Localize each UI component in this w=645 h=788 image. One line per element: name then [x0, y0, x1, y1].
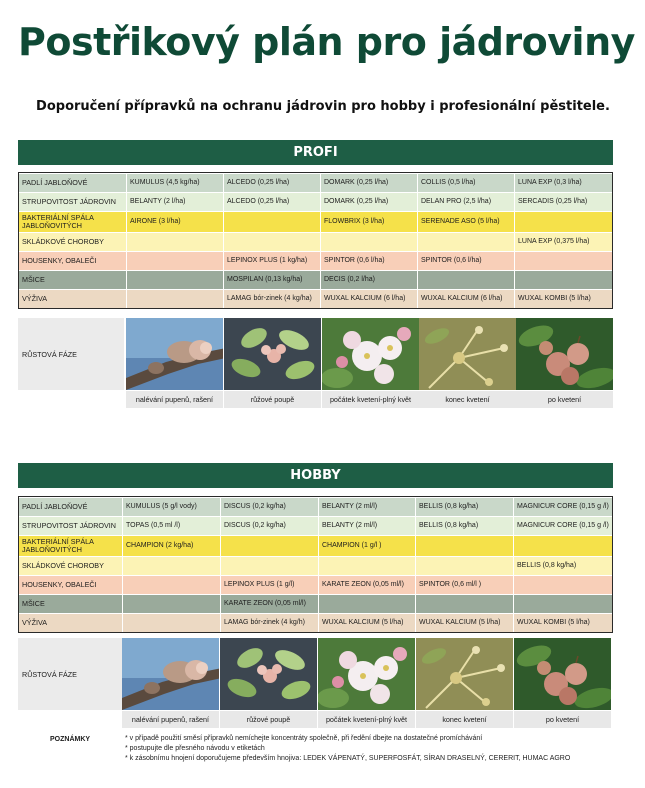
table-cell: [221, 557, 319, 576]
table-cell: [416, 557, 514, 576]
swelling-bud-photo: [126, 318, 223, 390]
phase-caption: konec kvetení: [416, 711, 513, 728]
table-cell: DELAN PRO (2,5 l/ha): [418, 193, 515, 212]
notes-label: POZNÁMKY: [50, 736, 91, 743]
phase-caption: nalévání pupenů, rašení: [126, 391, 223, 408]
phase-caption: růžové poupě: [220, 711, 317, 728]
table-cell: [416, 536, 514, 557]
note-item: * k zásobnímu hnojení doporučujeme především hnojiva: LEDEK VÁPENATÝ, SUPERFOSFÁT, SÍRAN DRASELNÝ, CERERIT, HUMAC AGRO: [125, 755, 571, 762]
table-cell: FLOWBRIX (3 l/ha): [321, 212, 418, 233]
table-row: [19, 233, 614, 252]
table-cell: DISCUS (0,2 kg/ha): [221, 517, 319, 536]
table-cell: BELLIS (0,8 kg/ha): [416, 498, 514, 517]
row-label: HOUSENKY, OBALEČI: [19, 252, 127, 271]
table-cell: WUXAL KALCIUM (5 l/ha): [416, 614, 514, 633]
table-cell: CHAMPION (1 g/l ): [319, 536, 416, 557]
table-cell: SERCADIS (0,25 l/ha): [515, 193, 614, 212]
table-cell: LEPINOX PLUS (1 kg/ha): [224, 252, 321, 271]
table-cell: [515, 212, 614, 233]
table-cell: LEPINOX PLUS (1 g/l): [221, 576, 319, 595]
table-cell: LUNA EXP (0,375 l/ha): [515, 233, 614, 252]
table-cell: MOSPILAN (0,13 kg/ha): [224, 271, 321, 290]
table-cell: AIRONE (3 l/ha): [127, 212, 224, 233]
phase-caption: nalévání pupenů, rašení: [122, 711, 219, 728]
growth-phase-label: RŮSTOVÁ FÁZE: [18, 638, 124, 710]
row-label: BAKTERIÁLNÍ SPÁLA JABLOŇOVITÝCH: [19, 212, 127, 233]
petal-fall-photo: [416, 638, 513, 710]
petal-fall-photo: [419, 318, 516, 390]
table-cell: BELANTY (2 ml/l): [319, 517, 416, 536]
table-cell: LUNA EXP (0,3 l/ha): [515, 174, 614, 193]
phase-caption: po kvetení: [516, 391, 613, 408]
row-label: SKLÁDKOVÉ CHOROBY: [19, 557, 123, 576]
growth-phase-strip-profi: [18, 318, 613, 410]
table-cell: WUXAL KALCIUM (5 l/ha): [319, 614, 416, 633]
table-cell: [514, 576, 614, 595]
table-row: [19, 576, 614, 595]
table-row: [19, 252, 614, 271]
table-cell: WUXAL KALCIUM (6 l/ha): [321, 290, 418, 309]
table-cell: KUMULUS (4,5 kg/ha): [127, 174, 224, 193]
table-row: [19, 212, 614, 233]
fruitlet-photo: [516, 318, 613, 390]
table-cell: SERENADE ASO (5 l/ha): [418, 212, 515, 233]
table-cell: [515, 252, 614, 271]
table-cell: MAGNICUR CORE (0,15 g /l): [514, 498, 614, 517]
table-cell: ALCEDO (0,25 l/ha): [224, 193, 321, 212]
pink-bud-photo: [224, 318, 321, 390]
table-cell: BELLIS (0,8 kg/ha): [416, 517, 514, 536]
table-cell: MAGNICUR CORE (0,15 g /l): [514, 517, 614, 536]
table-cell: [514, 595, 614, 614]
page-subtitle: Doporučení přípravků na ochranu jádrovin pro hobby i profesionální pěstitele.: [36, 99, 610, 114]
phase-caption: konec kvetení: [419, 391, 516, 408]
table-row: [19, 536, 614, 557]
table-cell: [123, 595, 221, 614]
row-label: MŠICE: [19, 595, 123, 614]
table-cell: [418, 233, 515, 252]
section-header-profi: PROFI: [18, 140, 613, 165]
growth-phase-label: RŮSTOVÁ FÁZE: [18, 318, 124, 390]
row-label: BAKTERIÁLNÍ SPÁLA JABLOŇOVITÝCH: [19, 536, 123, 557]
table-row: [19, 557, 614, 576]
row-label: MŠICE: [19, 271, 127, 290]
table-cell: SPINTOR (0,6 ml/l ): [416, 576, 514, 595]
swelling-bud-photo: [122, 638, 219, 710]
phase-caption: po kvetení: [514, 711, 611, 728]
table-cell: DOMARK (0,25 l/ha): [321, 193, 418, 212]
page-title: Postřikový plán pro jádroviny: [18, 20, 635, 64]
row-label: VÝŽIVA: [19, 290, 127, 309]
table-cell: [514, 536, 614, 557]
table-cell: CHAMPION (2 kg/ha): [123, 536, 221, 557]
phase-caption: růžové poupě: [224, 391, 321, 408]
table-cell: DISCUS (0,2 kg/ha): [221, 498, 319, 517]
table-cell: [224, 233, 321, 252]
table-cell: BELANTY (2 ml/l): [319, 498, 416, 517]
table-row: [19, 498, 614, 517]
table-cell: WUXAL KOMBI (5 l/ha): [514, 614, 614, 633]
note-item: * postupujte dle přesného návodu v etiketách: [125, 745, 265, 752]
table-cell: KARATE ZEON (0,05 ml/l): [319, 576, 416, 595]
table-cell: [123, 557, 221, 576]
row-label: SKLÁDKOVÉ CHOROBY: [19, 233, 127, 252]
table-cell: COLLIS (0,5 l/ha): [418, 174, 515, 193]
table-cell: [224, 212, 321, 233]
table-row: [19, 517, 614, 536]
table-cell: KARATE ZEON (0,05 ml/l): [221, 595, 319, 614]
table-cell: [127, 252, 224, 271]
row-label: HOUSENKY, OBALEČI: [19, 576, 123, 595]
apple-blossom-photo: [322, 318, 419, 390]
table-cell: [127, 271, 224, 290]
table-row: [19, 174, 614, 193]
row-label: PADLÍ JABLOŇOVÉ: [19, 498, 123, 517]
row-label: STRUPOVITOST JÁDROVIN: [19, 517, 123, 536]
table-cell: DECIS (0,2 l/ha): [321, 271, 418, 290]
table-cell: TOPAS (0,5 ml /l): [123, 517, 221, 536]
table-cell: LAMAG bór-zinek (4 kg/ha): [224, 290, 321, 309]
spray-table-hobby: [18, 497, 614, 633]
table-row: [19, 193, 614, 212]
spray-table-profi: [18, 173, 614, 309]
table-cell: [321, 233, 418, 252]
notes-list: [125, 734, 615, 764]
table-cell: WUXAL KALCIUM (6 l/ha): [418, 290, 515, 309]
table-row: [19, 595, 614, 614]
table-cell: [127, 290, 224, 309]
note-item: * v případě použití směsí přípravků nemíchejte koncentráty společně, při ředění dbejte na dostatečné promíchávání: [125, 735, 483, 742]
table-cell: DOMARK (0,25 l/ha): [321, 174, 418, 193]
section-header-hobby: HOBBY: [18, 463, 613, 488]
table-cell: WUXAL KOMBI (5 l/ha): [515, 290, 614, 309]
table-cell: [515, 271, 614, 290]
fruitlet-photo: [514, 638, 611, 710]
table-cell: [127, 233, 224, 252]
row-label: VÝŽIVA: [19, 614, 123, 633]
table-cell: [418, 271, 515, 290]
table-cell: SPINTOR (0,6 l/ha): [418, 252, 515, 271]
table-cell: [221, 536, 319, 557]
growth-phase-strip-hobby: [18, 638, 613, 730]
table-cell: KUMULUS (5 g/l vody): [123, 498, 221, 517]
apple-blossom-photo: [318, 638, 415, 710]
pink-bud-photo: [220, 638, 317, 710]
table-cell: SPINTOR (0,6 l/ha): [321, 252, 418, 271]
table-cell: ALCEDO (0,25 l/ha): [224, 174, 321, 193]
table-cell: [319, 557, 416, 576]
table-cell: [123, 576, 221, 595]
table-cell: [123, 614, 221, 633]
table-cell: [319, 595, 416, 614]
table-cell: BELANTY (2 l/ha): [127, 193, 224, 212]
table-row: [19, 614, 614, 633]
row-label: STRUPOVITOST JÁDROVIN: [19, 193, 127, 212]
phase-caption: počátek kvetení-plný květ: [318, 711, 415, 728]
table-cell: BELLIS (0,8 kg/ha): [514, 557, 614, 576]
table-cell: [416, 595, 514, 614]
table-cell: LAMAG bór-zinek (4 kg/h): [221, 614, 319, 633]
phase-caption: počátek kvetení-plný květ: [322, 391, 419, 408]
row-label: PADLÍ JABLOŇOVÉ: [19, 174, 127, 193]
table-row: [19, 290, 614, 309]
table-row: [19, 271, 614, 290]
